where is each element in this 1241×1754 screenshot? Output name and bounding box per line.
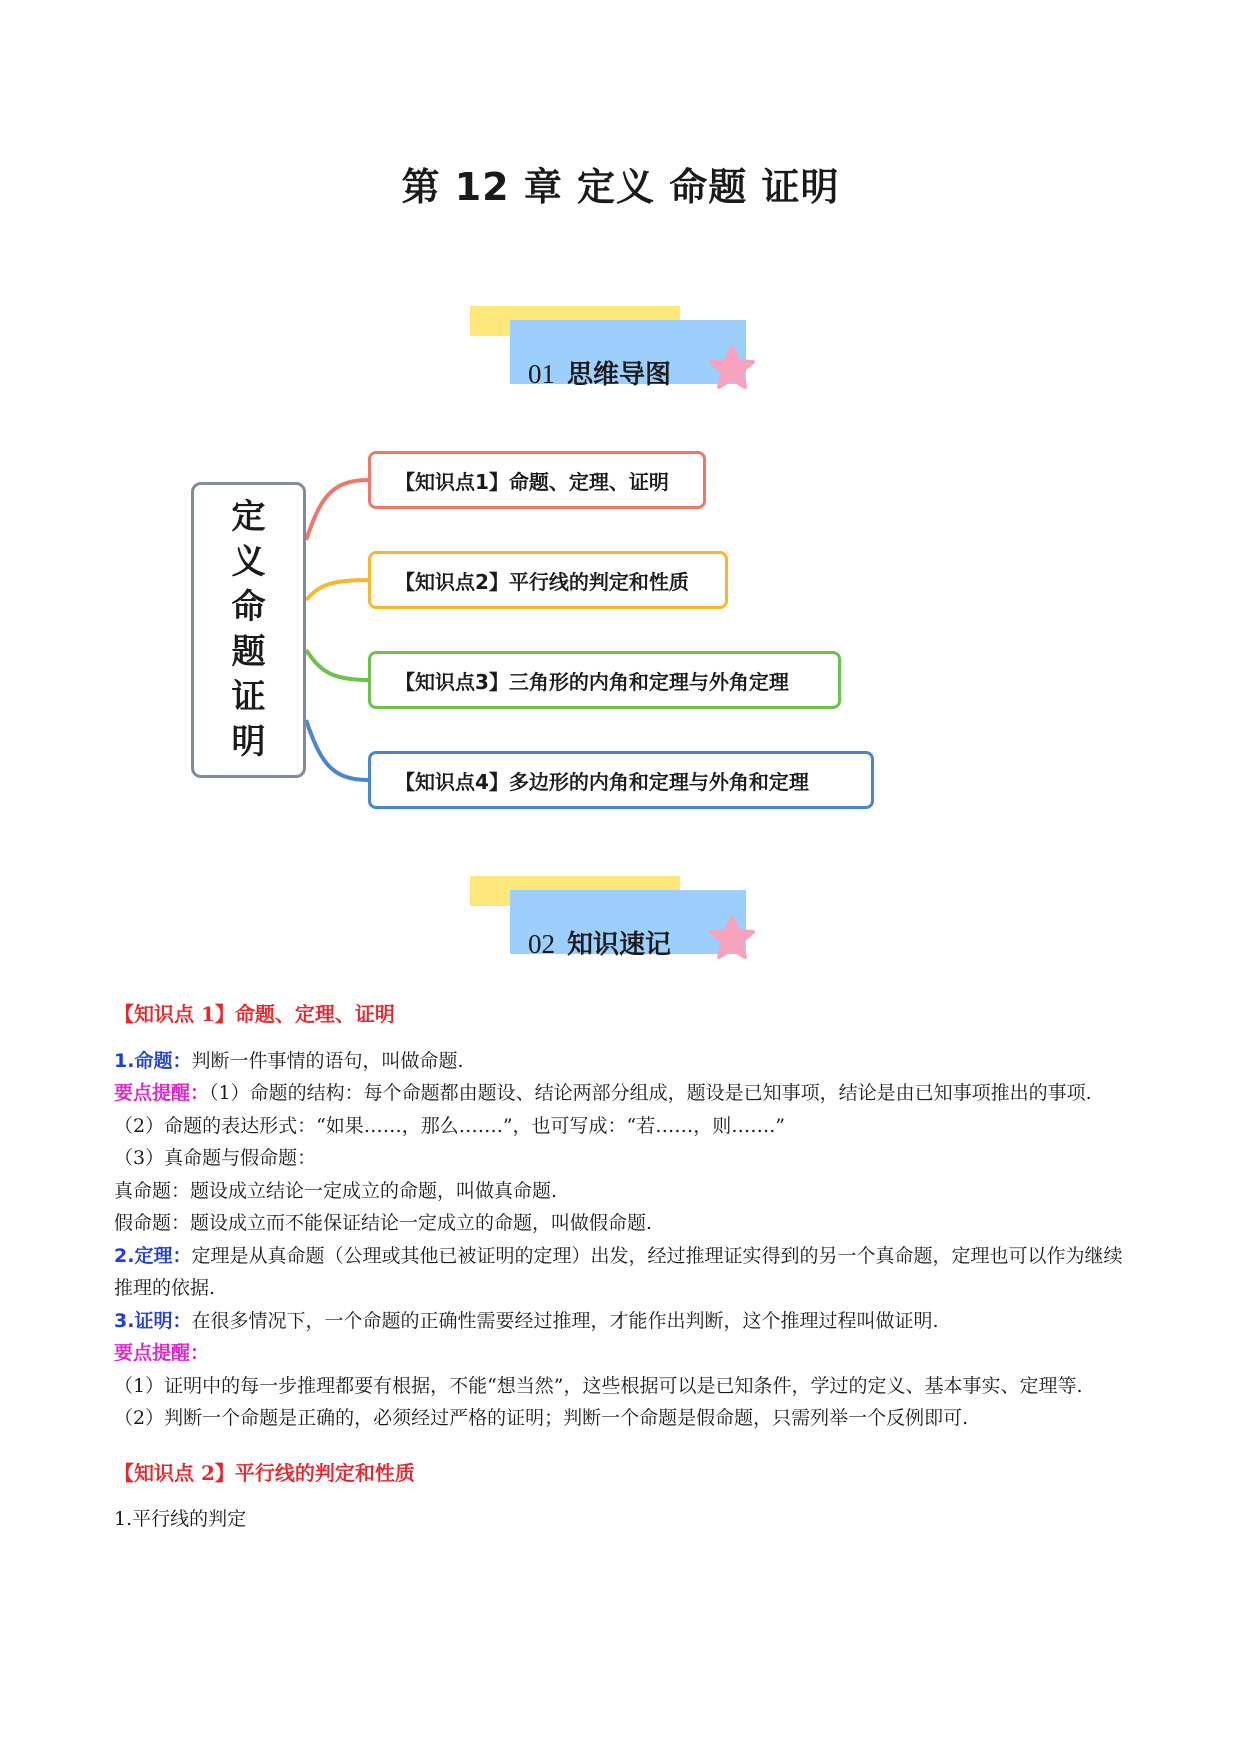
mindmap-node-2: 【知识点2】平行线的判定和性质: [368, 551, 728, 609]
note-label: 要点提醒：: [114, 1342, 210, 1364]
def-number: 2.: [114, 1244, 135, 1267]
note-text: （1）命题的结构：每个命题都由题设、结论两部分组成，题设是已知事项，结论是由已知事项推出的事项.: [209, 1082, 1092, 1104]
definition-proposition: [114, 1045, 1126, 1078]
mindmap-node-1: 【知识点1】命题、定理、证明: [368, 451, 706, 509]
def-number: 3.: [114, 1309, 135, 1332]
kp2-item-1: 1.平行线的判定: [114, 1508, 247, 1530]
def-term: 证明：: [134, 1309, 192, 1332]
mindmap-root-label: 定义命题证明: [231, 497, 266, 762]
banner-label: [528, 924, 671, 961]
true-proposition: 真命题：题设成立结论一定成立的命题，叫做真命题.: [114, 1179, 558, 1202]
note-structure: [114, 1077, 1126, 1110]
proof-note-1: （1）证明中的每一步推理都要有根据，不能“想当然”，这些根据可以是已知条件，学过的定义、基本事实、定理等.: [114, 1374, 1083, 1397]
kp2-heading-text: 平行线的判定和性质: [234, 1460, 415, 1485]
note-label: 要点提醒：: [114, 1082, 210, 1104]
definition-proof: [114, 1305, 1126, 1338]
def-term: 命题：: [134, 1049, 192, 1072]
kp2-heading-prefix: 【知识点 2】: [114, 1460, 235, 1485]
kp1-heading-text: 命题、定理、证明: [234, 1002, 395, 1026]
kp2-heading: [114, 1457, 1126, 1490]
def-text: 定理是从真命题（公理或其他已被证明的定理）出发，经过推理证实得到的另一个真命题，定理也可以作为继续推理的依据.: [114, 1244, 1123, 1299]
notes-content: [114, 998, 1126, 1536]
def-number: 1.: [114, 1049, 135, 1072]
definition-theorem: [114, 1240, 1126, 1305]
mindmap-root: [191, 482, 306, 778]
kp1-heading: [114, 998, 1126, 1031]
note-true-false: （3）真命题与假命题：: [114, 1147, 317, 1169]
mindmap-node-4: 【知识点4】多边形的内角和定理与外角和定理: [368, 751, 874, 809]
false-proposition: 假命题：题设成立而不能保证结论一定成立的命题，叫做假命题.: [114, 1212, 653, 1234]
mindmap-node-3: 【知识点3】三角形的内角和定理与外角定理: [368, 651, 841, 709]
def-term: 定理：: [134, 1244, 192, 1267]
section-banner-notes: [470, 876, 770, 966]
section-number: 02: [528, 929, 555, 959]
section-title: 知识速记: [567, 930, 672, 960]
star-icon: [708, 914, 756, 962]
proof-note-2: （2）判断一个命题是正确的，必须经过严格的证明；判断一个命题是假命题，只需列举一个反例即可.: [114, 1407, 969, 1429]
def-text: 在很多情况下，一个命题的正确性需要经过推理，才能作出判断，这个推理过程叫做证明.: [191, 1309, 939, 1332]
note-expression: （2）命题的表达形式：“如果……，那么…….”，也可写成：“若……，则…….”: [114, 1114, 786, 1137]
section-title: 思维导图: [567, 360, 672, 390]
page-title: 第 12 章 定义 命题 证明: [401, 165, 840, 209]
def-text: 判断一件事情的语句，叫做命题.: [191, 1049, 464, 1072]
section-number: 01: [528, 359, 555, 389]
proof-note-label: [114, 1337, 1126, 1370]
kp1-heading-prefix: 【知识点 1】: [114, 1002, 235, 1026]
